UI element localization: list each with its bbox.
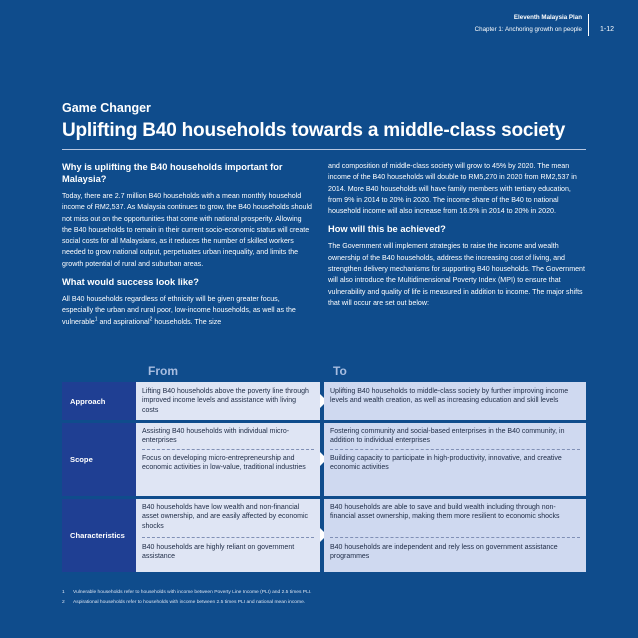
from-text: Assisting B40 households with individual micro-enterprises <box>142 428 290 445</box>
from-cell-scope <box>136 423 320 496</box>
paragraph-success-part-3: households. The size <box>152 317 222 326</box>
heading-why: Why is uplifting the B40 households important for Malaysia? <box>62 162 283 184</box>
header-divider <box>588 14 589 36</box>
to-text: Building capacity to participate in high-productivity, innovative, and creative economic activities <box>330 455 562 472</box>
from-cell-approach <box>136 382 320 420</box>
chapter-name: Chapter 1: Anchoring growth on people <box>474 26 582 33</box>
from-text: B40 households are highly reliant on government assistance <box>142 544 295 561</box>
cell-divider <box>330 537 580 538</box>
running-header <box>338 14 638 54</box>
paragraph-continued: and composition of middle-class society will grow to 45% by 2020. The mean income of the B40 households will double to RM5,270 in 2020 from RM2,537 in 2014. More B40 households will have family members with tertiary education, from 9% in 2014 to 20% in 2020. The income share of the B40 to national household income will also increase from 16.5% in 2014 to 20% in 2020. <box>328 162 577 216</box>
row-label-characteristics: Characteristics <box>62 499 136 572</box>
to-text: Uplifting B40 households to middle-class society by further improving income levels and wealth creation, as well as increasing education and skill levels <box>330 388 569 405</box>
to-cell-characteristics <box>324 499 586 572</box>
footnote-2 <box>62 600 305 605</box>
left-column <box>62 161 312 334</box>
footnote-number: 1 <box>62 590 65 595</box>
page-title: Uplifting B40 households towards a middle-class society <box>62 120 566 141</box>
paragraph-success-part-1: All B40 households regardless of ethnicity will be given greater focus, especially the urban and rural poor, low-income households, as well as the vulnerable <box>62 295 296 326</box>
cell-divider <box>142 449 314 450</box>
from-text: Focus on developing micro-entrepreneurship and economic activities in low-value, traditional industries <box>142 455 306 472</box>
heading-how: How will this be achieved? <box>328 224 446 235</box>
to-text: Fostering community and social-based enterprises in the B40 community, in addition to individual enterprises <box>330 428 565 445</box>
footnote-ref-1: 1 <box>94 316 98 323</box>
plan-name: Eleventh Malaysia Plan <box>513 14 582 21</box>
paragraph-how: The Government will implement strategies to raise the income and wealth ownership of the B40 households, address the increasing cost of living, and strengthen delivery mechanisms for supporting B40 households. The Government will also introduce the Multidimensional Poverty Index (MPI) to ensure that vulnerability and quality of life is measured in addition to income. The major shifts that will occur are set out below: <box>328 242 585 307</box>
cell-divider <box>142 537 314 538</box>
shift-table <box>62 382 586 572</box>
section-kicker: Game Changer <box>62 101 151 115</box>
to-text: B40 households are able to save and build wealth including through non-financial asset ownership, making them more resilient to economic shocks <box>330 504 560 521</box>
footnote-1 <box>62 590 312 595</box>
row-label-scope: Scope <box>62 423 136 496</box>
row-label-approach: Approach <box>62 382 136 420</box>
from-text: B40 households have low wealth and non-financial asset ownership, and are easily affected by economic shocks <box>142 504 309 530</box>
footnote-number: 2 <box>62 600 65 605</box>
paragraph-why: Today, there are 2.7 million B40 households with a mean monthly household income of RM2,537. As Malaysia continues to grow, the B40 households should not miss out on the opportunities that come with national prosperity. Allowing the B40 households to remain in their current socio-economic status will create social costs for all Malaysians, as it reduces the number of skilled workers needed to grow national output, perpetuates urban inequality, and limits the growth potential of rural and suburban areas. <box>62 192 313 268</box>
title-divider <box>62 149 586 150</box>
to-text: B40 households are independent and rely less on government assistance programmes <box>330 544 558 561</box>
from-text: Lifting B40 households above the poverty line through improved income levels and assistance with living costs <box>142 388 309 414</box>
to-heading: To <box>333 364 347 378</box>
to-cell-approach <box>324 382 586 420</box>
page-number: 1-12 <box>599 26 614 33</box>
footnote-ref-2: 2 <box>149 316 153 323</box>
cell-divider <box>330 449 580 450</box>
footnote-text: Vulnerable households refer to households with income between Poverty Line Income (PLI) and 2.5 times PLI. <box>73 590 312 595</box>
from-cell-characteristics <box>136 499 320 572</box>
to-cell-scope <box>324 423 586 496</box>
paragraph-success-part-2: and aspirational <box>97 317 150 326</box>
right-column <box>328 161 586 315</box>
heading-success: What would success look like? <box>62 277 199 288</box>
paragraph-success <box>62 294 312 328</box>
from-heading: From <box>148 364 178 378</box>
footnote-text: Aspirational households refer to households with income between 2.5 times PLI and national mean income. <box>73 600 306 605</box>
